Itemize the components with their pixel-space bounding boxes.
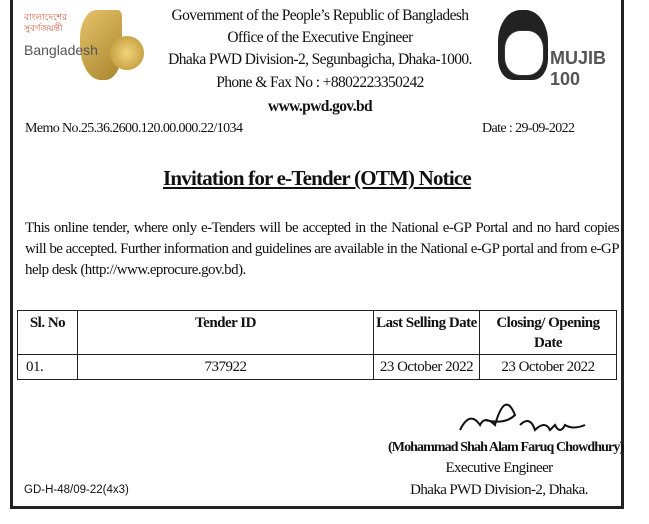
header-closing-opening-date: Closing/ Opening Date xyxy=(480,311,617,355)
table-row xyxy=(18,355,617,380)
logo-text: Bangladesh xyxy=(24,42,98,58)
header-last-selling-date: Last Selling Date xyxy=(374,311,480,355)
header-tender-id: Tender ID xyxy=(78,311,374,355)
notice-body: This online tender, where only e-Tenders will be accepted in the National e-GP Portal and no hard copies will be accepted. Further information and guidelines are available in the National e-GP portal and from e-GP help desk (http://www.eprocure.gov.bd). xyxy=(25,220,619,278)
header-line-1: Government of the People’s Republic of Bangladesh xyxy=(171,7,469,24)
header-line-2: Office of the Executive Engineer xyxy=(227,29,413,46)
bangladesh-50-logo xyxy=(22,8,147,83)
footer-code: GD-H-48/09-22(4x3) xyxy=(24,484,129,496)
notice-title: Invitation for e-Tender (OTM) Notice xyxy=(163,166,471,190)
table-header-row xyxy=(18,311,617,355)
signature-icon xyxy=(440,400,600,440)
memo-date: Date : 29-09-2022 xyxy=(482,121,575,136)
mujib-text: MUJIB 100 xyxy=(550,48,607,89)
cell-last-selling-date: 23 October 2022 xyxy=(374,355,480,380)
header-line-3: Dhaka PWD Division-2, Segunbagicha, Dhaka-1000. xyxy=(168,51,472,68)
signatory-office: Dhaka PWD Division-2, Dhaka. xyxy=(410,482,588,498)
logo-bengali-text: বাংলাদেশের সুবর্ণজয়ন্তী xyxy=(24,12,68,33)
cell-sl-no: 01. xyxy=(18,355,78,380)
signatory-designation: Executive Engineer xyxy=(445,460,553,476)
mujib-100-logo xyxy=(490,8,607,89)
header-line-4: Phone & Fax No : +8802223350242 xyxy=(216,74,424,91)
cell-tender-id: 737922 xyxy=(78,355,374,380)
header-sl-no: Sl. No xyxy=(18,311,78,355)
cell-closing-date: 23 October 2022 xyxy=(480,355,617,380)
signatory-name: (Mohammad Shah Alam Faruq Chowdhury) xyxy=(388,440,624,455)
memo-number: Memo No.25.36.2600.120.00.000.22/1034 xyxy=(25,121,243,136)
header-website: www.pwd.gov.bd xyxy=(267,98,373,115)
tender-table xyxy=(17,310,617,380)
